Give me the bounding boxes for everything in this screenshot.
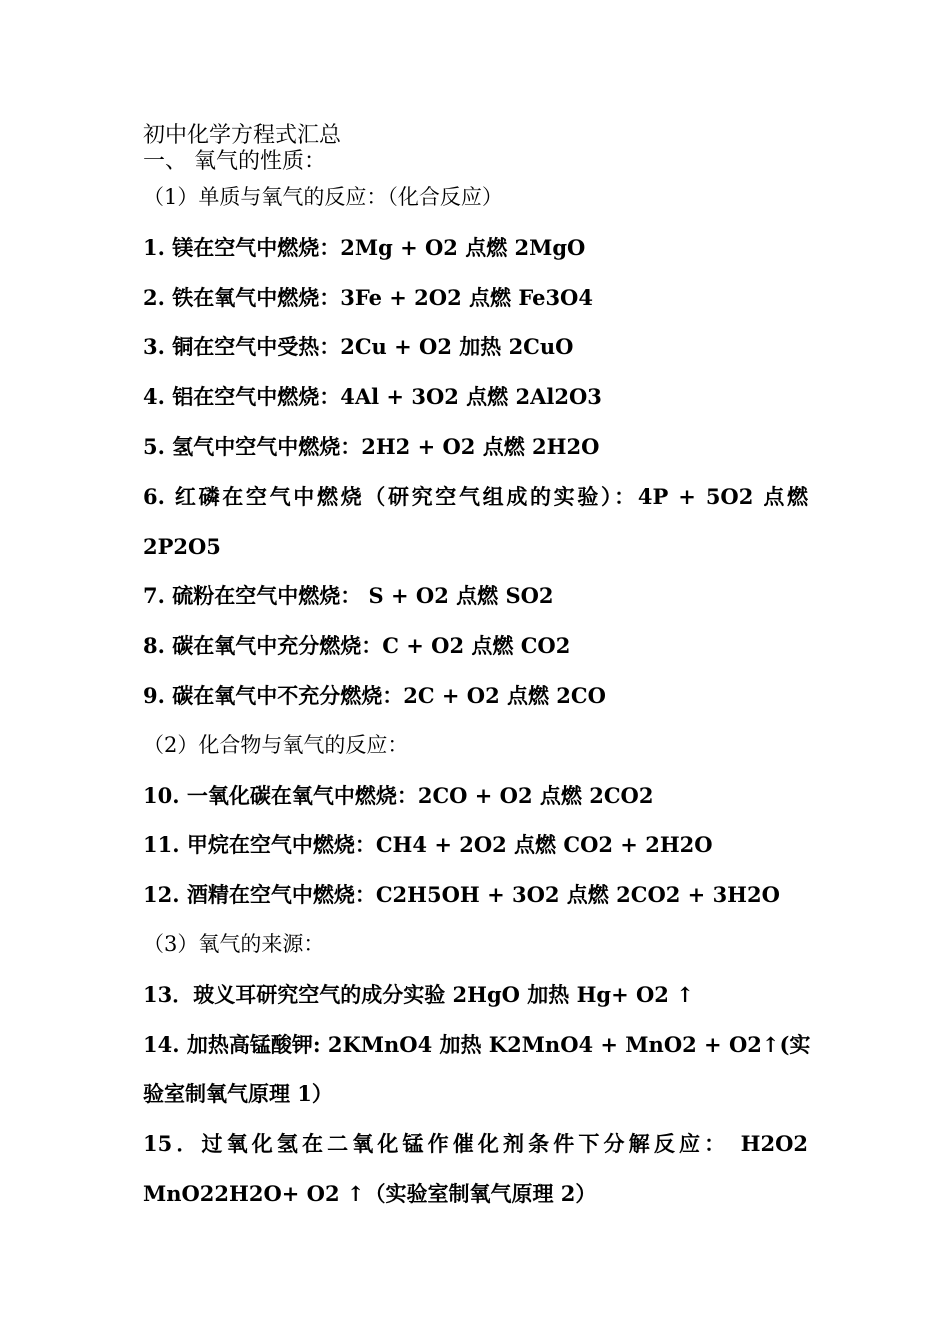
equation-line: 2. 铁在氧气中燃烧：3Fe + 2O2 点燃 Fe3O4 [143,284,593,310]
equation-line-continuation: 2P2O5 [143,533,221,559]
equation-line: 4. 铝在空气中燃烧：4Al + 3O2 点燃 2Al2O3 [143,384,602,410]
equation-line-continuation: 验室制氧气原理 1） [143,1081,333,1107]
equation-line: 5. 氢气中空气中燃烧：2H2 + O2 点燃 2H2O [143,433,600,459]
document-body [143,173,811,1219]
equation-line: 12. 酒精在空气中燃烧：C2H5OH + 3O2 点燃 2CO2 + 3H2O [143,882,780,908]
equation-line: 8. 碳在氧气中充分燃烧：C + O2 点燃 CO2 [143,633,571,659]
equation-line: 3. 铜在空气中受热：2Cu + O2 加热 2CuO [143,334,574,360]
section-heading: 一、 氧气的性质： [143,149,326,174]
document-title: 初中化学方程式汇总 [143,123,342,148]
equation-line: 9. 碳在氧气中不充分燃烧：2C + O2 点燃 2CO [143,682,606,708]
subsection-heading: （1）单质与氧气的反应：（化合反应） [143,185,503,209]
equation-line: 10. 一氧化碳在氧气中燃烧：2CO + O2 点燃 2CO2 [143,782,654,808]
equation-line: 11. 甲烷在空气中燃烧：CH4 + 2O2 点燃 CO2 + 2H2O [143,832,713,858]
equation-line: 7. 硫粉在空气中燃烧： S + O2 点燃 SO2 [143,583,554,609]
equation-line-continuation: MnO22H2O+ O2 ↑（实验室制氧气原理 2） [143,1180,597,1206]
equation-line: 13．玻义耳研究空气的成分实验 2HgO 加热 Hg+ O2 ↑ [143,981,694,1007]
equation-line: 14. 加热高锰酸钾: 2KMnO4 加热 K2MnO4 + MnO2 + O2↑(实 [143,1031,811,1057]
subsection-heading: （2）化合物与氧气的反应： [143,732,409,757]
equation-line: 15．过氧化氢在二氧化锰作催化剂条件下分解反应： H2O2 [143,1131,808,1157]
equation-line: 6. 红磷在空气中燃烧（研究空气组成的实验）：4P + 5O2 点燃 [143,483,808,509]
equation-line: 1. 镁在空气中燃烧：2Mg + O2 点燃 2MgO [143,234,586,260]
subsection-heading: （3）氧气的来源： [143,931,325,956]
